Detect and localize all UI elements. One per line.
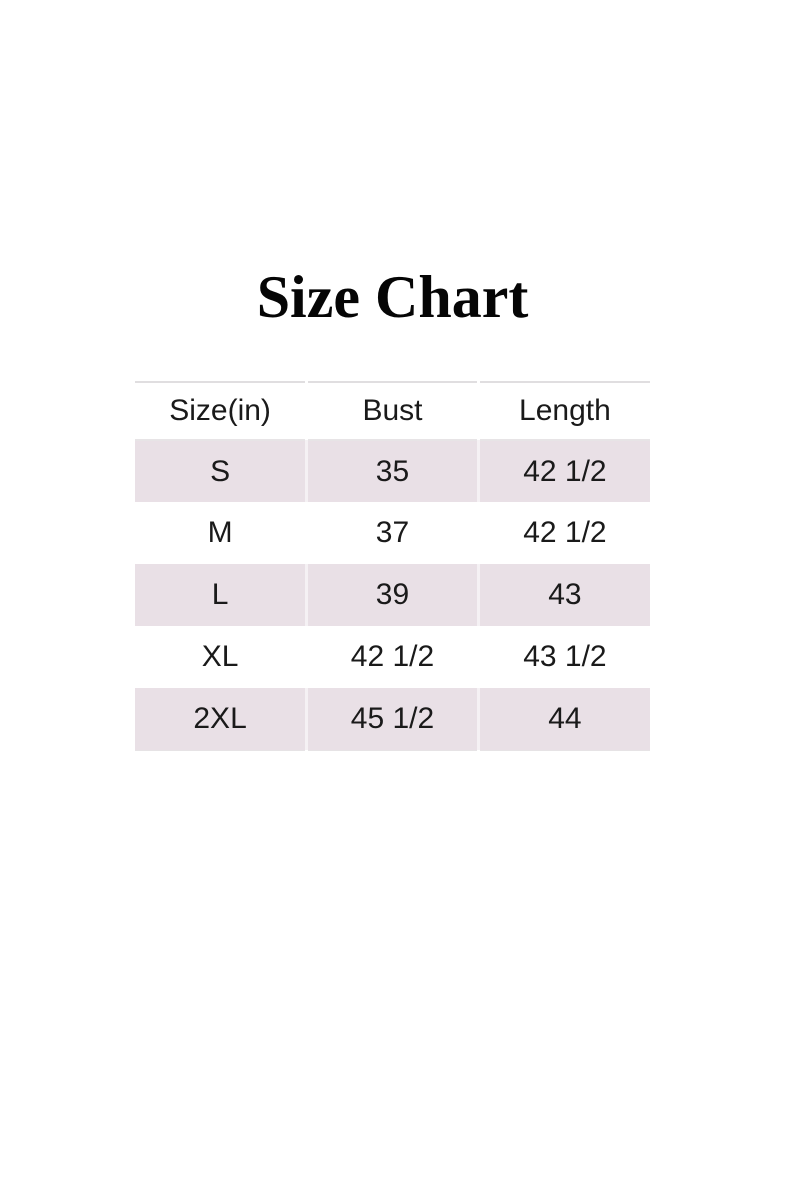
header-row [135, 382, 650, 440]
size-chart-table [135, 381, 650, 751]
bust-cell: 37 [307, 502, 479, 564]
size-cell: XL [201, 640, 239, 673]
bust-cell: 35 [307, 440, 479, 502]
table-row-xl [135, 626, 650, 688]
table-body [135, 440, 650, 750]
size-cell: 2XL [193, 701, 247, 735]
page-title: Size Chart [256, 264, 529, 330]
bust-cell: 42 1/2 [307, 626, 479, 688]
column-header-bust: Bust [307, 382, 479, 440]
table-row-s [135, 440, 650, 502]
length-cell: 43 [478, 564, 650, 626]
length-cell: 42 1/2 [478, 440, 650, 502]
bust-cell: 45 1/2 [307, 688, 479, 750]
size-cell: M [207, 516, 233, 549]
length-cell: 42 1/2 [478, 502, 650, 564]
table-header [135, 382, 650, 440]
table-row-2xl [135, 688, 650, 750]
table-row-m [135, 502, 650, 564]
column-header-size: Size(in) [169, 394, 271, 427]
bust-cell: 39 [307, 564, 479, 626]
size-cell: L [211, 578, 229, 611]
length-cell: 44 [478, 688, 650, 750]
size-cell: S [210, 454, 231, 488]
column-header-length: Length [478, 382, 650, 440]
length-cell: 43 1/2 [478, 626, 650, 688]
table-row-l [135, 564, 650, 626]
